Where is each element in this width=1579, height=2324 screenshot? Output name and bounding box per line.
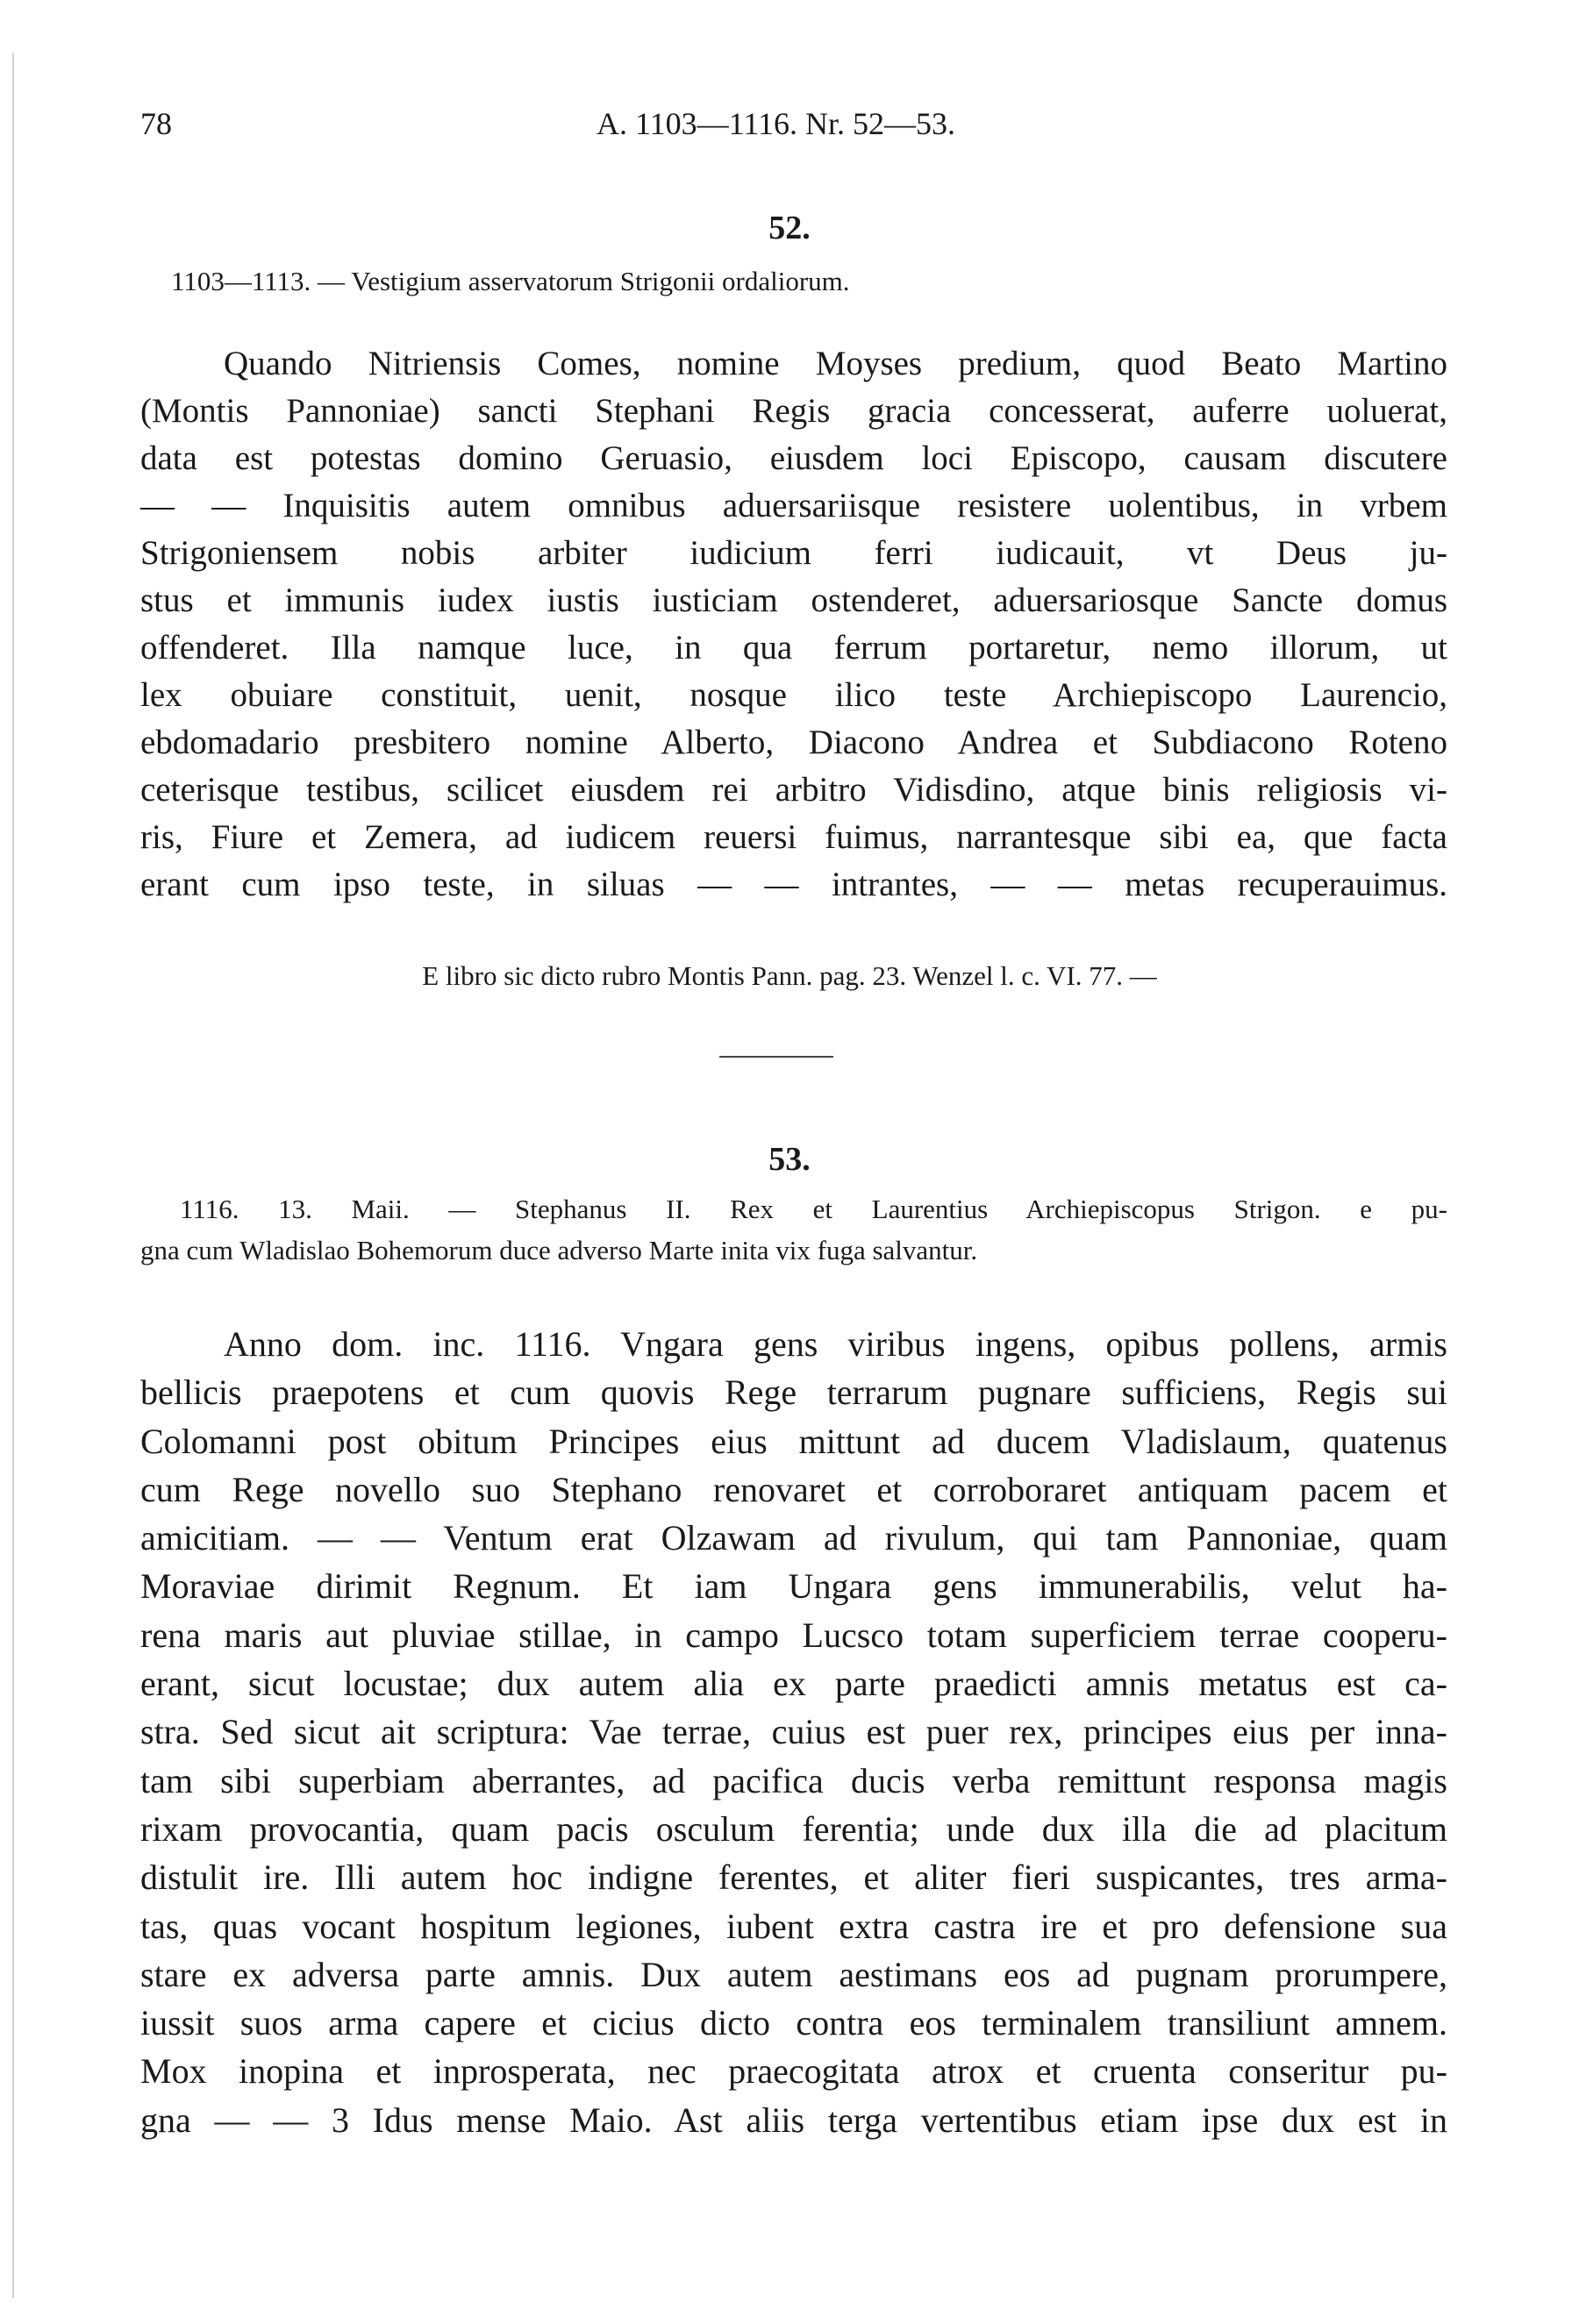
document-summary-53 (140, 1188, 1447, 1271)
body-line: — — Inquisitis autem omnibus aduersariisque resistere uolentibus, in vrbem (140, 487, 1447, 524)
body-line: bellicis praepotens et cum quovis Rege terrarum pugnare sufficiens, Regis sui (140, 1372, 1447, 1413)
document-number-53: 53. (768, 1141, 811, 1178)
document-number-52: 52. (768, 210, 811, 246)
document-summary-52 (171, 260, 1443, 302)
body-line: stra. Sed sicut ait scriptura: Vae terrae, cuius est puer rex, principes eius per inna- (140, 1712, 1447, 1752)
body-line: lex obuiare constituit, uenit, nosque ilico teste Archiepiscopo Laurencio, (140, 676, 1447, 714)
section-divider (719, 1056, 833, 1058)
summary-line: 1103—1113. — Vestigium asservatorum Strigonii ordaliorum. (171, 266, 850, 296)
body-line: Mox inopina et inprosperata, nec praecogitata atrox et cruenta conseritur pu- (140, 2051, 1447, 2092)
body-line: Colomanni post obitum Principes eius mittunt ad ducem Vladislaum, quatenus (140, 1421, 1447, 1461)
body-line: stare ex adversa parte amnis. Dux autem aestimans eos ad pugnam prorumpere, (140, 1954, 1447, 1994)
body-line: amicitiam. — — Ventum erat Olzawam ad rivulum, qui tam Pannoniae, quam (140, 1518, 1447, 1558)
body-line: cum Rege novello suo Stephano renovaret et corroboraret antiquam pacem et (140, 1469, 1447, 1509)
body-line: Moraviae dirimit Regnum. Et iam Ungara gens immunerabilis, velut ha- (140, 1566, 1447, 1607)
document-body-53 (140, 1320, 1447, 2144)
body-line: stus et immunis iudex iustis iusticiam ostenderet, aduersariosque Sancte domus (140, 581, 1447, 619)
body-line: offenderet. Illa namque luce, in qua ferrum portaretur, nemo illorum, ut (140, 629, 1447, 667)
body-line: rena maris aut pluviae stillae, in campo Lucsco totam superficiem terrae cooperu- (140, 1615, 1447, 1655)
body-line: data est potestas domino Geruasio, eiusdem loci Episcopo, causam discutere (140, 439, 1447, 477)
body-line: Strigoniensem nobis arbiter iudicium ferri iudicauit, vt Deus ju- (140, 534, 1447, 572)
body-line: rixam provocantia, quam pacis osculum ferentia; unde dux illa die ad placitum (140, 1808, 1447, 1849)
source-note-52: E libro sic dicto rubro Montis Pann. pag. 23. Wenzel l. c. VI. 77. — (422, 960, 1157, 991)
body-line: erant, sicut locustae; dux autem alia ex parte praedicti amnis metatus est ca- (140, 1664, 1447, 1704)
body-line: ebdomadario presbitero nomine Alberto, Diacono Andrea et Subdiacono Roteno (140, 724, 1447, 761)
body-line: distulit ire. Illi autem hoc indigne ferentes, et aliter fieri suspicantes, tres arma- (140, 1857, 1447, 1898)
body-line: tas, quas vocant hospitum legiones, iubent extra castra ire et pro defensione sua (140, 1906, 1447, 1946)
summary-line: 1116. 13. Maii. — Stephanus II. Rex et Laurentius Archiepiscopus Strigon. e pu- (180, 1194, 1447, 1224)
running-head: A. 1103—1116. Nr. 52—53. (597, 106, 955, 141)
body-line: erant cum ipso teste, in siluas — — intrantes, — — metas recuperauimus. (140, 866, 1447, 903)
body-line: gna — — 3 Idus mense Maio. Ast aliis terga vertentibus etiam ipse dux est in (140, 2099, 1447, 2140)
page-number: 78 (140, 106, 172, 141)
body-line: ceterisque testibus, scilicet eiusdem rei arbitro Vidisdino, atque binis religiosis vi- (140, 771, 1447, 809)
body-line: tam sibi superbiam aberrantes, ad pacifica ducis verba remittunt responsa magis (140, 1760, 1447, 1800)
body-line: Anno dom. inc. 1116. Vngara gens viribus ingens, opibus pollens, armis (224, 1324, 1447, 1364)
body-line: (Montis Pannoniae) sancti Stephani Regis gracia concesserat, auferre uoluerat, (140, 392, 1447, 430)
summary-line: gna cum Wladislao Bohemorum duce adverso Marte inita vix fuga salvantur. (140, 1235, 978, 1265)
body-line: Quando Nitriensis Comes, nomine Moyses predium, quod Beato Martino (224, 345, 1447, 382)
body-line: iussit suos arma capere et cicius dicto contra eos terminalem transiliunt amnem. (140, 2003, 1447, 2043)
body-line: ris, Fiure et Zemera, ad iudicem reuersi fuimus, narrantesque sibi ea, que facta (140, 818, 1447, 856)
document-body-52 (140, 340, 1447, 909)
